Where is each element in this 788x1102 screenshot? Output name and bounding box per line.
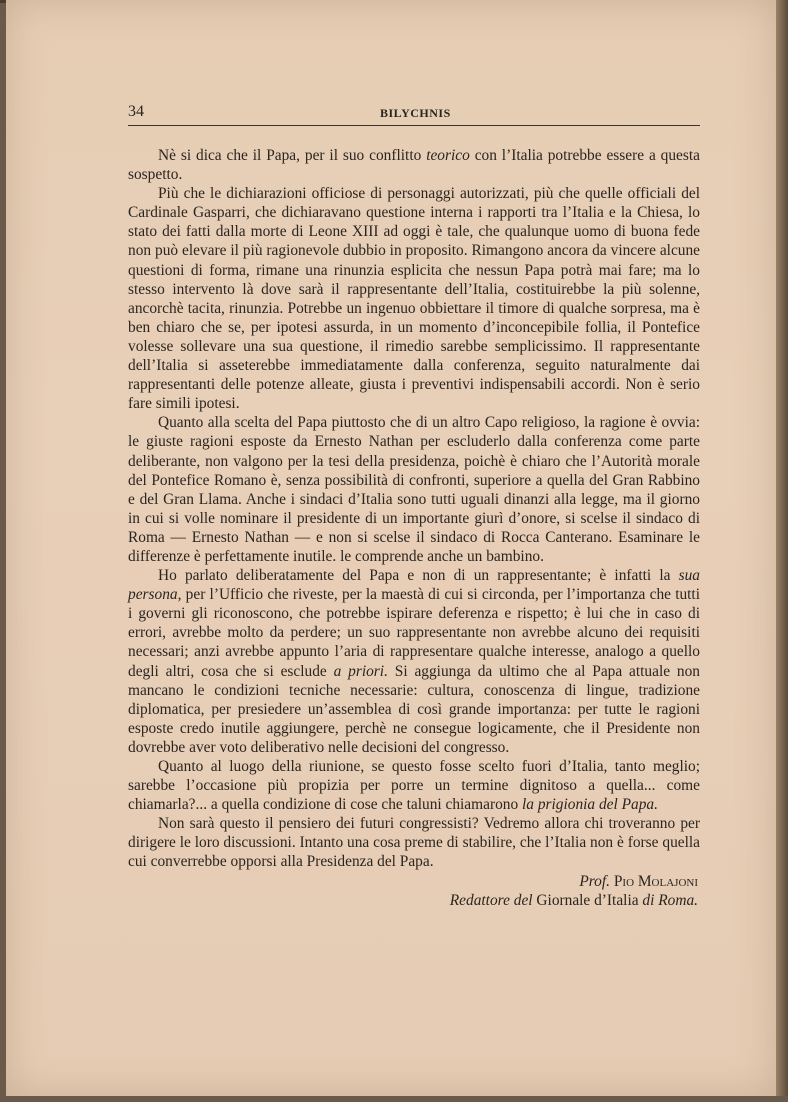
- paragraph-text: con l’Italia potrebbe essere a questa sospetto.: [128, 147, 700, 184]
- paragraph-text: Quanto alla scelta del Papa piuttosto che di un altro Capo religioso, la ragione è ovvia: le giuste ragioni esposte da Ernesto Nathan per escluderlo dalla conferenza come parte deliberante, non valgono per la tesi della presidenza, poichè è chiaro che l’Autorità morale del Pontefice Romano è, senza possibilità di confronti, superiore a quella del Gran Rabbino e del Gran Llama. Anche i sindaci d’Italia sono tutti uguali dinanzi alla legge, ma il giorno in cui si volle nominare il presidente di un importante giurì d’onore, si scelse il sindaco di Roma — Ernesto Nathan — e non si scelse il sindaco di Rocca Canterano. Esaminare le differenze è perfettamente inutile. le comprende anche un bambino.: [128, 414, 700, 565]
- author-signature: [380, 872, 698, 910]
- paragraph: [128, 566, 700, 757]
- paragraph: [128, 184, 700, 413]
- page-header: [128, 103, 700, 127]
- author-name: Pio Molajoni: [613, 873, 698, 890]
- paragraph: [128, 413, 700, 566]
- italic-text: teorico: [426, 147, 470, 164]
- paragraph-text: Non sarà questo il pensiero dei futuri congressisti? Vedremo allora chi troveranno per dirigere le loro discussioni. Intanto una cosa preme di stabilire, che l’Italia non è forse quella cui converrebbe opporsi alla Presidenza del Papa.: [128, 815, 700, 871]
- page-bottom-edge: [0, 1096, 788, 1102]
- paragraph-text: Quanto al luogo della riunione, se questo fosse scelto fuori d’Italia, tanto meglio; sarebbe l’occasione più propizia per porre un termine dignitoso a quella... come chiamarla?... a quella condizione di cose che taluni chiamarono: [128, 758, 700, 814]
- newspaper-city: di Roma.: [642, 892, 698, 909]
- paragraph: [128, 814, 700, 871]
- italic-text: la prigionia del Papa.: [522, 796, 658, 814]
- italic-text: a priori.: [333, 662, 388, 680]
- page-number: 34: [128, 103, 144, 120]
- author-role: Redattore del: [449, 892, 533, 909]
- paragraph-text: Più che le dichiarazioni officiose di personaggi autorizzati, più che quelle officiali del Cardinale Gasparri, che dichiaravano questione interna i rapporti tra l’Italia e la Chiesa, lo stato dei fatti dalla morte di Leone XIII ad oggi è tale, che qualunque uomo di buona fede non può elevare il più ragionevole dubbio in proposito. Rimangono ancora da vincere alcune questioni di forma, rimane una rinunzia esplicita che nessun Papa potrà mai fare; ma lo stesso intervento là dove sarà il rappresentante dell’Italia, costituirebbe la più solenne, ancorchè tacita, rinunzia. Potrebbe un ingenuo obbiettare il timore di qualche sorpresa, ma è ben chiaro che se, per ipotesi assurda, in un momento d’inconcepibile follia, il Pontefice volesse sollevare una sua questione, il rimedio sarebbe semplicissimo. Il rappresentante dell’Italia si asseterebbe immediatamente dalla conferenza, seguito naturalmente dai rappresentanti delle potenze alleate, giusta i preventivi indispensabili accordi. Non è serio fare simili ipotesi.: [128, 185, 700, 413]
- paragraph-text: per l’Ufficio che riveste, per la maestà di cui si circonda, per l’importanza che tutti i governi gli riconoscono, che potrebbe ispirare deferenza e rispetto; è lui che in caso di errori, avrebbe molto da perdere; un suo rappresentante non avrebbe alcuno dei requisiti necessari; anzi avrebbe appunto l’aria di rappresentare qualche interesse, analogo a quello degli altri, cosa che si esclude: [128, 586, 700, 680]
- paragraph-text: Ho parlato deliberatamente del Papa e non di un rappresentante; è infatti la: [158, 567, 679, 585]
- paragraph: [128, 146, 700, 184]
- article-body: [128, 146, 700, 872]
- author-line: [380, 872, 698, 891]
- running-title: BILYCHNIS: [380, 106, 451, 120]
- paragraph-text: Nè si dica che il Papa, per il suo conflitto: [158, 147, 427, 164]
- paragraph: [128, 757, 700, 814]
- page-right-edge: [776, 0, 788, 1102]
- newspaper-name: Giornale d’Italia: [536, 892, 639, 909]
- author-role-line: [380, 891, 698, 910]
- italic-text: sua persona,: [128, 567, 700, 604]
- author-title: Prof.: [579, 873, 610, 890]
- header-rule: [128, 125, 700, 126]
- paragraph-text: Si aggiunga da ultimo che al Papa attuale non mancano le condizioni tecniche necessarie: cultura, conoscenza di lingue, tradizione diplomatica, per presiedere un’assemblea di così grande importanza: per tutte le ragioni esposte credo inutile aggiungere, perchè ne consegue logicamente, che il Presidente non dovrebbe aver voto deliberativo nelle decisioni del congresso.: [128, 662, 700, 756]
